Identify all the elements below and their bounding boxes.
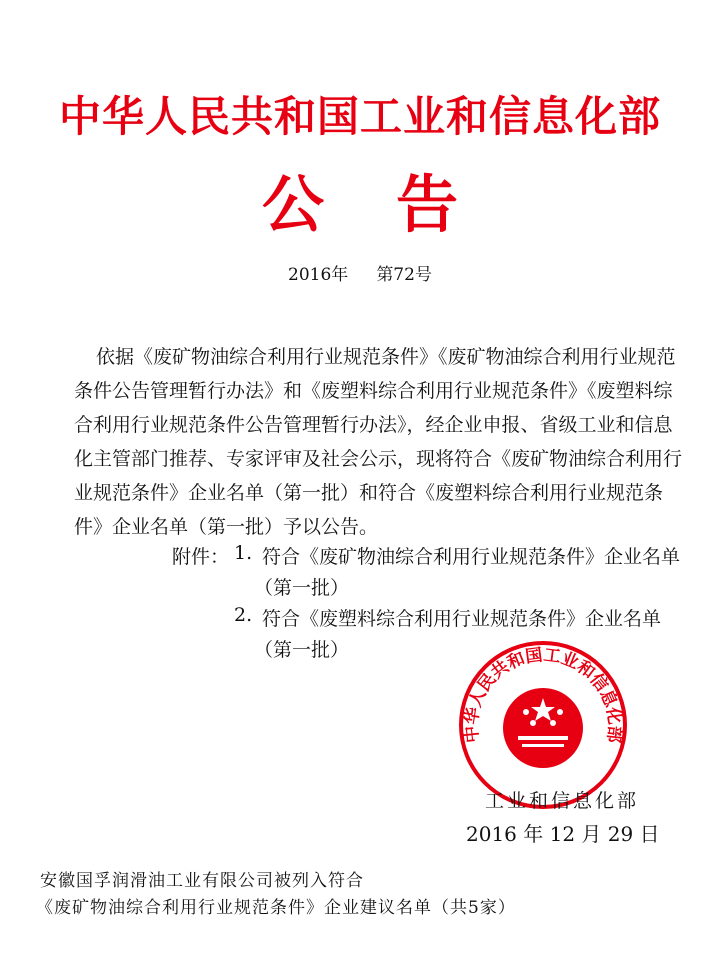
document-title [0,155,720,244]
body-line: 业规范条件》企业名单（第一批）和符合《废塑料综合利用行业规范条 [74,482,664,504]
annex-item-1-num: 1. [234,542,253,564]
body-line: 化主管部门推荐、专家评审及社会公示，现将符合《废矿物油综合利用行 [74,448,683,470]
body-line: 件》企业名单（第一批）予以公告。 [74,516,379,538]
annex-item-2-num: 2. [234,604,253,626]
annex-item-2-cont: （第一批） [254,639,350,661]
body-line: 合利用行业规范条件公告管理暂行办法》，经企业申报、省级工业和信息 [74,414,673,436]
title-char: 告 [396,168,459,241]
caption-line-1: 安徽国孚润滑油工业有限公司被列入符合 [40,871,364,891]
title-char: 公 [261,168,324,241]
annex-item-2: 符合《废塑料综合利用行业规范条件》企业名单 [262,608,662,630]
body-line: 条件公告管理暂行办法》和《废塑料综合利用行业规范条件》《废塑料综 [74,380,673,402]
seal-text: 中华人民共和国工业和信息化部 [461,645,625,744]
signature-date: 2016 年 12 月 29 日 [466,822,660,846]
doc-year: 2016年 [288,265,349,285]
body-line: 依据《废矿物油综合利用行业规范条件》《废矿物油综合利用行业规范 [96,346,676,368]
annex-item-1-cont: （第一批） [254,577,350,599]
issuing-organization: 中华人民共和国工业和信息化部 [58,92,661,141]
official-seal [458,640,628,810]
document-number [0,260,720,285]
doc-number: 第72号 [376,265,432,285]
signature-dept: 工业和信息化部 [485,790,640,812]
caption-line-2: 《废矿物油综合利用行业规范条件》企业建议名单（共5家） [36,898,516,918]
annex-label: 附件： [172,546,230,568]
annex-item-1: 符合《废矿物油综合利用行业规范条件》企业名单 [262,546,681,568]
